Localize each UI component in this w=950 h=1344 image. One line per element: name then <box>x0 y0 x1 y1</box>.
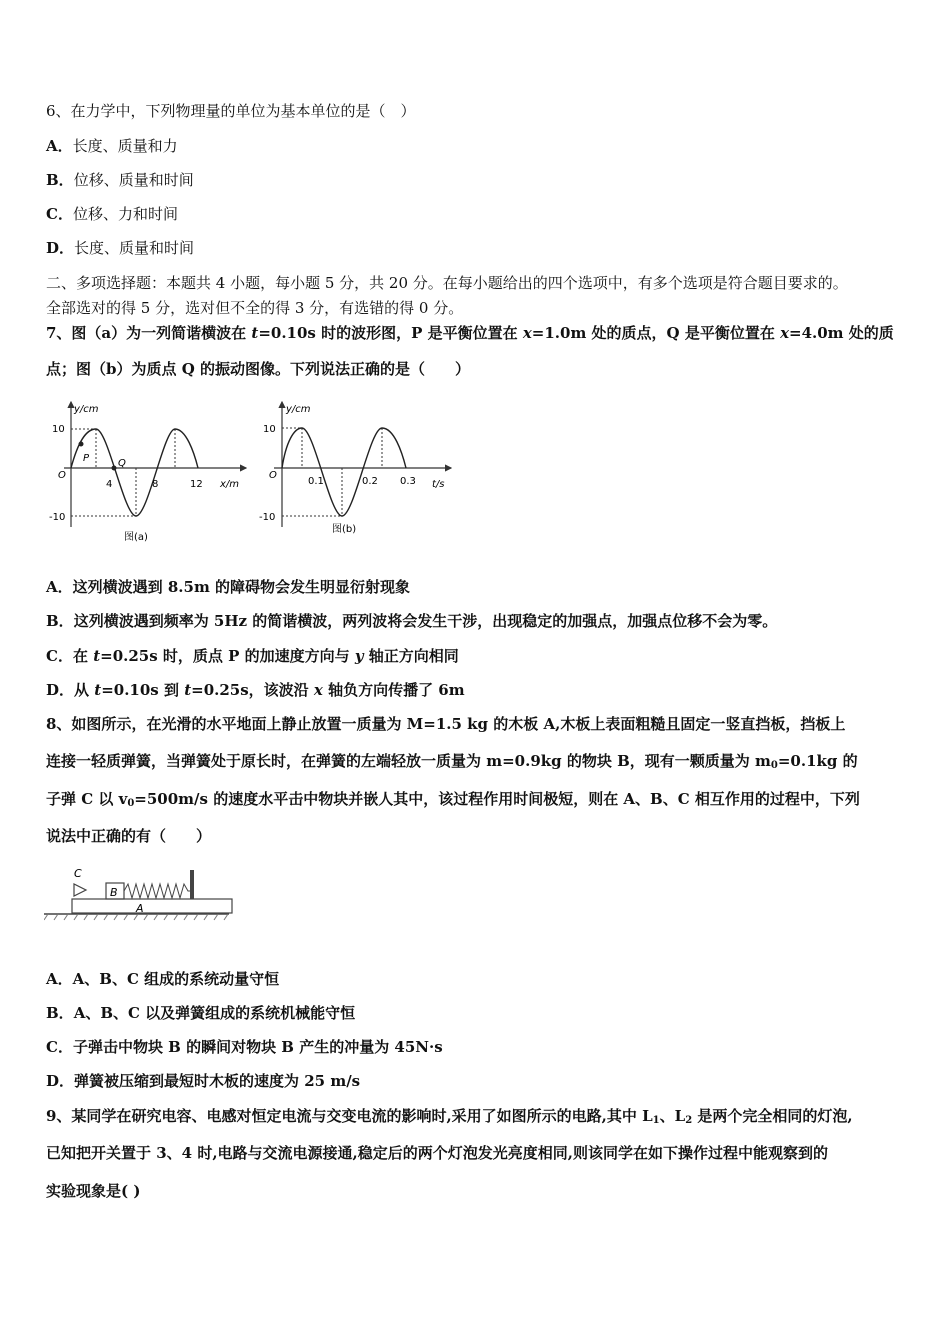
q6-option-b: B．位移、质量和时间 <box>46 171 194 189</box>
q9-stem-line2: 已知把开关置于 3、4 时,电路与交流电源接通,稳定后的两个灯泡发光亮度相同,则该同学在如下操作过程中能观察到的 <box>46 1144 828 1162</box>
q8-label-a: A <box>136 902 144 915</box>
fig-a-y-label: y/cm <box>74 404 99 415</box>
fig-b-y-label: y/cm <box>286 404 311 415</box>
q7-option-b: B．这列横波遇到频率为 5Hz 的简谐横波，两列波将会发生干涉，出现稳定的加强点，加强点位移不会为零。 <box>46 612 778 630</box>
fig-b-tick-0.2: 0.2 <box>362 476 378 487</box>
fig-a-y-neg: -10 <box>49 512 66 523</box>
fig-b-x-label: t/s <box>432 479 445 490</box>
q9-stem-line1: 9、某同学在研究电容、电感对恒定电流与交变电流的影响时,采用了如图所示的电路,其中 $L_1$、$L_2$ 是两个完全相同的灯泡, <box>46 1107 853 1126</box>
fig-b-wave <box>282 428 406 516</box>
section2-line2: 全部选对的得 5 分，选对但不全的得 3 分，有选错的得 0 分。 <box>46 299 464 317</box>
q7-figure-b <box>256 392 456 547</box>
q8-option-b: B．A、B、C 以及弹簧组成的系统机械能守恒 <box>46 1004 356 1022</box>
q8-spring <box>124 884 190 898</box>
fig-b-caption: 图(b) <box>332 524 357 535</box>
q7-option-a: A．这列横波遇到 8.5m 的障碍物会发生明显衍射现象 <box>46 578 411 596</box>
section2-line1: 二、多项选择题：本题共 4 小题，每小题 5 分，共 20 分。在每小题给出的四个选项中，有多个选项是符合题目要求的。 <box>46 274 848 292</box>
fig-a-tick-8: 8 <box>152 479 159 490</box>
q7-stem-line2: 点；图（b）为质点 Q 的振动图像。下列说法正确的是（ ） <box>46 360 471 378</box>
q8-figure <box>44 862 234 932</box>
q8-wall <box>190 870 194 899</box>
fig-a-x-label: x/m <box>220 479 240 490</box>
q7-option-c: C．在 t=0.25s 时，质点 P 的加速度方向与 y 轴正方向相同 <box>46 647 459 665</box>
q9-stem-line3: 实验现象是( ) <box>46 1182 141 1200</box>
q8-option-c: C．子弹击中物块 B 的瞬间对物块 B 产生的冲量为 45N·s <box>46 1038 443 1056</box>
fig-a-wave <box>71 429 198 516</box>
fig-a-tick-4: 4 <box>106 479 113 490</box>
fig-b-tick-0.3: 0.3 <box>400 476 416 487</box>
fig-a-y-pos: 10 <box>52 424 65 435</box>
q8-option-d: D．弹簧被压缩到最短时木板的速度为 25 m/s <box>46 1072 361 1090</box>
q8-stem-line2: 连接一轻质弹簧，当弹簧处于原长时，在弹簧的左端轻放一质量为 m=0.9kg 的物块 B，现有一颗质量为 $m_0=0.1kg$ 的 <box>46 752 858 771</box>
fig-b-y-neg: -10 <box>259 512 276 523</box>
fig-a-caption: 图(a) <box>124 532 148 543</box>
q8-stem-line4: 说法中正确的有（ ） <box>46 827 212 845</box>
q7-stem-line1: 7、图（a）为一列简谐横波在 t=0.10s 时的波形图，P 是平衡位置在 x=1.0m 处的质点，Q 是平衡位置在 x=4.0m 处的质 <box>46 324 894 342</box>
q8-bullet-c <box>74 884 86 896</box>
q8-option-a: A．A、B、C 组成的系统动量守恒 <box>46 970 280 988</box>
q8-stem-line3: 子弹 C 以 $v_0=500m/s$ 的速度水平击中物块并嵌人其中，该过程作用时间极短，则在 A、B、C 相互作用的过程中，下列 <box>46 790 860 809</box>
fig-a-label-p: P <box>83 453 90 464</box>
fig-a-tick-12: 12 <box>190 479 203 490</box>
q7-figure-a <box>46 392 251 547</box>
fig-a-point-p <box>79 442 84 447</box>
q8-board-a <box>72 899 232 913</box>
q6-stem: 6、在力学中，下列物理量的单位为基本单位的是（ ） <box>46 102 416 120</box>
fig-a-origin: O <box>58 470 66 481</box>
q6-option-c: C．位移、力和时间 <box>46 205 178 223</box>
fig-b-tick-0.1: 0.1 <box>308 476 324 487</box>
q6-option-d: D．长度、质量和时间 <box>46 239 195 257</box>
fig-b-origin: O <box>269 470 277 481</box>
q8-label-c: C <box>74 867 82 880</box>
fig-a-point-q <box>112 466 117 471</box>
q8-stem-line1: 8、如图所示，在光滑的水平地面上静止放置一质量为 M=1.5 kg 的木板 A,木板上表面粗糙且固定一竖直挡板，挡板上 <box>46 715 846 733</box>
fig-b-y-pos: 10 <box>263 424 276 435</box>
fig-a-label-q: Q <box>118 458 126 469</box>
q6-option-a: A．长度、质量和力 <box>46 137 178 155</box>
q8-label-b: B <box>110 886 118 899</box>
q7-option-d: D．从 t=0.10s 到 t=0.25s，该波沿 x 轴负方向传播了 6m <box>46 681 465 699</box>
